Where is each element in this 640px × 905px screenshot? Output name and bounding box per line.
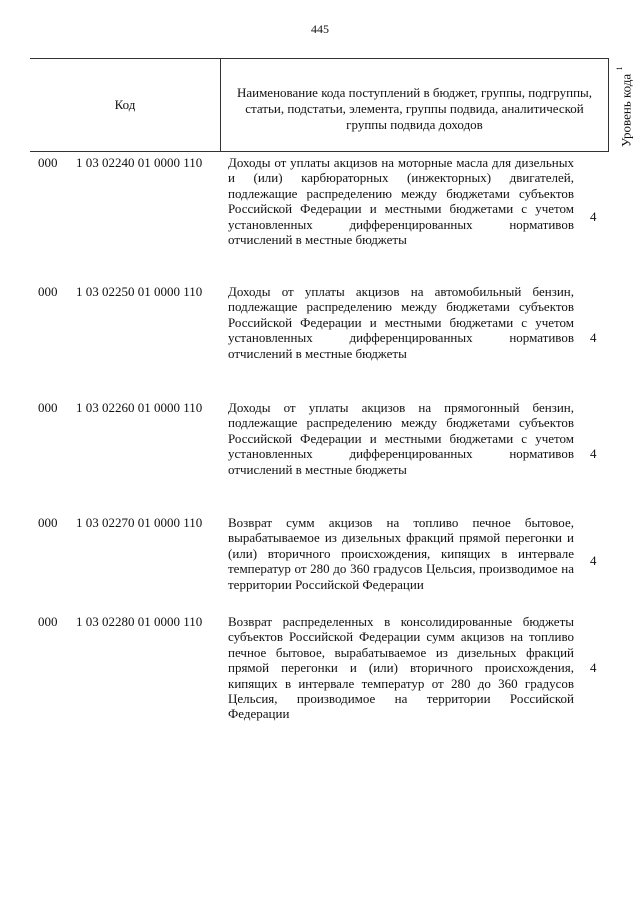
header-level-text: Уровень кода	[618, 73, 634, 147]
row-group: 000	[38, 515, 58, 530]
row-group: 000	[38, 155, 58, 170]
row-level: 4	[590, 660, 597, 675]
row-code: 1 03 02240 01 0000 110	[76, 155, 203, 170]
row-description: Доходы от уплаты акцизов на прямогонный бензин, подлежащие распределению между бюджетами субъектов Российской Федерации и местными бюджетами с учетом установленных дифференцированных нормативов отчислений в местные бюджеты	[228, 400, 574, 477]
row-code: 1 03 02280 01 0000 110	[76, 614, 203, 629]
row-level: 4	[590, 330, 597, 345]
header-level-label	[616, 67, 633, 147]
row-description: Доходы от уплаты акцизов на автомобильный бензин, подлежащие распределению между бюджетами субъектов Российской Федерации и местными бюджетами с учетом установленных дифференцированных нормативов отчислений в местные бюджеты	[228, 284, 574, 361]
header-name: Наименование кода поступлений в бюджет, группы, подгруппы, статьи, подстатьи, элемента, группы подвида, аналитической группы подвида доходов	[236, 85, 593, 132]
header-level-footnote: 1	[615, 66, 624, 71]
header-level	[608, 59, 638, 151]
table-header	[30, 58, 634, 152]
row-level: 4	[590, 209, 597, 224]
row-group: 000	[38, 284, 58, 299]
row-group: 000	[38, 400, 58, 415]
row-description: Возврат сумм акцизов на топливо печное бытовое, вырабатываемое из дизельных фракций прямой перегонки и (или) вторичного происхождения, кипящих в интервале температур от 280 до 360 градусов Цельсия, производимое на территории Российской Федерации	[228, 515, 574, 592]
header-code: Код	[114, 97, 136, 112]
row-description: Доходы от уплаты акцизов на моторные масла для дизельных и (или) карбюраторных (инжекторных) двигателей, подлежащие распределению между бюджетами субъектов Российской Федерации и местными бюджетами с учетом установленных дифференцированных нормативов отчислений в местные бюджеты	[228, 155, 574, 248]
row-code: 1 03 02260 01 0000 110	[76, 400, 203, 415]
row-description: Возврат распределенных в консолидированные бюджеты субъектов Российской Федерации сумм акцизов на топливо печное бытовое, вырабатываемое из дизельных фракций прямой перегонки и (или) вторичного происхождения, кипящих в интервале температур от 280 до 360 градусов Цельсия, производимое на территории Российской Федерации	[228, 614, 574, 722]
row-code: 1 03 02250 01 0000 110	[76, 284, 203, 299]
row-level: 4	[590, 446, 597, 461]
row-level: 4	[590, 553, 597, 568]
row-code: 1 03 02270 01 0000 110	[76, 515, 203, 530]
page-number: 445	[311, 22, 329, 36]
row-group: 000	[38, 614, 58, 629]
